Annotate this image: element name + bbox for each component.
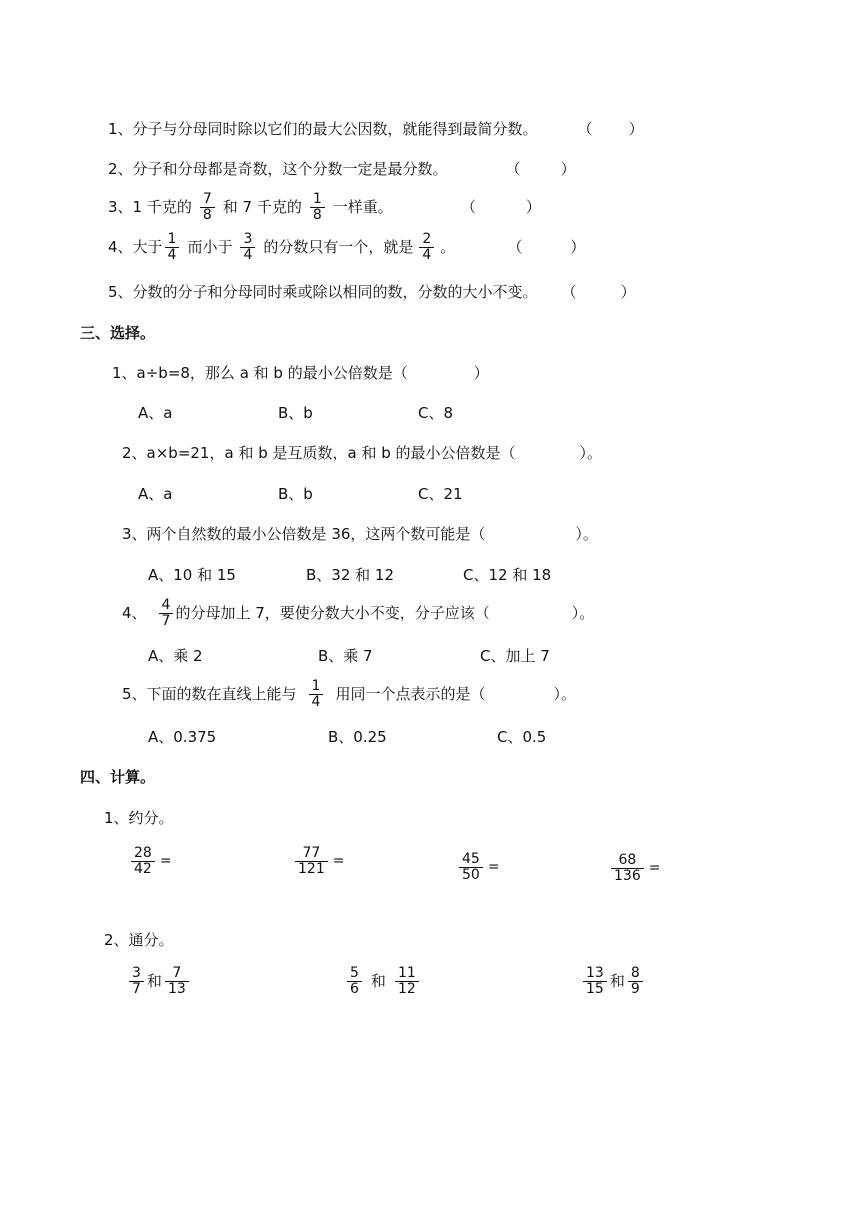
choice-q4-pre: 4、	[122, 603, 147, 622]
judge-item-5	[108, 285, 636, 300]
reduce-item-3	[456, 852, 500, 882]
fraction	[611, 853, 644, 883]
choice-q4-option-a: A、乘 2	[148, 647, 203, 665]
denominator: 4	[419, 247, 434, 263]
denominator: 9	[628, 981, 643, 997]
choice-q5-text: 用同一个点表示的是（	[335, 684, 486, 703]
judge-item-3-pre: 3、1 千克的	[108, 197, 192, 216]
numerator: 3	[132, 965, 141, 981]
judge-item-3	[108, 192, 541, 222]
section-heading-choice: 三、选择。	[80, 324, 156, 342]
choice-q2-option-b: B、b	[278, 485, 313, 503]
judge-item-1-text: 1、分子与分母同时除以它们的最大公因数，就能得到最简分数。	[108, 120, 538, 138]
judge-item-2-text: 2、分子和分母都是奇数，这个分数一定是最分数。	[108, 160, 448, 178]
judge-item-4-mid2: 的分数只有一个，就是	[263, 237, 414, 256]
fraction	[240, 232, 255, 262]
numerator: 45	[462, 851, 480, 867]
choice-q3-option-b: B、32 和 12	[306, 566, 395, 584]
fraction	[309, 679, 324, 709]
numerator: 77	[302, 845, 321, 861]
fraction	[200, 192, 215, 222]
answer-paren-open: （	[561, 283, 577, 301]
fraction	[165, 966, 189, 996]
answer-paren-open: （	[577, 120, 593, 138]
common-item-2	[344, 966, 422, 996]
choice-q1-option-c: C、8	[418, 404, 454, 422]
answer-paren-open: （	[505, 160, 521, 178]
fraction	[295, 846, 328, 876]
fraction	[159, 598, 174, 628]
choice-q4-text: 的分母加上 7，要使分数大小不变，分子应该（	[175, 603, 490, 622]
denominator: 8	[200, 207, 215, 223]
denominator: 4	[165, 247, 180, 263]
answer-paren-close: ）	[570, 237, 586, 256]
fraction	[347, 966, 362, 996]
choice-q2-option-a: A、a	[138, 485, 173, 503]
numerator: 8	[630, 965, 640, 981]
choice-q1-text: 1、a÷b=8，那么 a 和 b 的最小公倍数是（	[112, 364, 408, 382]
judge-item-4-pre: 4、大于	[108, 237, 163, 256]
numerator: 1	[311, 678, 321, 694]
fraction	[310, 192, 325, 222]
choice-q2-close: ）。	[579, 444, 603, 462]
reduce-item-4	[608, 853, 660, 883]
choice-q2-option-c: C、21	[418, 485, 463, 503]
numerator: 5	[350, 965, 359, 981]
section-heading-calc: 四、计算。	[80, 768, 156, 786]
and-word: 和	[609, 971, 625, 990]
answer-paren-open: （	[460, 197, 476, 216]
numerator: 68	[618, 852, 637, 868]
numerator: 3	[243, 231, 253, 247]
and-word: 和	[146, 971, 162, 990]
numerator: 7	[202, 191, 212, 207]
choice-q3	[122, 527, 598, 542]
numerator: 7	[172, 965, 182, 981]
denominator: 6	[347, 981, 362, 997]
choice-q5-option-a: A、0.375	[148, 728, 217, 746]
numerator: 11	[397, 965, 416, 981]
fraction	[628, 966, 643, 996]
choice-q2	[122, 446, 602, 461]
choice-q4-option-c: C、加上 7	[480, 647, 550, 665]
fraction	[419, 232, 434, 262]
denominator: 4	[309, 694, 324, 710]
choice-q1	[112, 366, 489, 381]
answer-paren-close: ）	[628, 120, 644, 138]
choice-q2-text: 2、a×b=21，a 和 b 是互质数，a 和 b 的最小公倍数是（	[122, 444, 516, 462]
reduce-label: 1、约分。	[104, 809, 174, 827]
choice-q3-close: ）。	[575, 525, 598, 543]
fraction	[459, 852, 483, 882]
numerator: 28	[134, 845, 152, 861]
fraction	[583, 966, 607, 996]
equals-sign: =	[332, 853, 345, 870]
judge-item-4	[108, 232, 585, 262]
numerator: 1	[312, 191, 322, 207]
judge-item-1	[108, 122, 644, 137]
reduce-item-1	[128, 846, 172, 876]
answer-paren-close: ）	[560, 160, 576, 178]
judge-item-5-text: 5、分数的分子和分母同时乘或除以相同的数，分数的大小不变。	[108, 283, 538, 301]
fraction	[395, 966, 419, 996]
judge-item-2	[108, 162, 576, 177]
equals-sign: =	[648, 860, 661, 877]
choice-q5-option-b: B、0.25	[328, 728, 387, 746]
denominator: 7	[129, 981, 144, 997]
denominator: 7	[159, 613, 174, 629]
choice-q1-close: ）	[473, 364, 489, 382]
common-item-1	[126, 966, 192, 996]
numerator: 13	[586, 965, 604, 981]
fraction	[131, 846, 155, 876]
choice-q5	[122, 679, 576, 709]
equals-sign: =	[159, 853, 172, 870]
denominator: 4	[240, 247, 255, 263]
numerator: 2	[422, 231, 432, 247]
choice-q4-close: ）。	[571, 603, 595, 622]
answer-paren-open: （	[507, 237, 523, 256]
common-item-3	[580, 966, 646, 996]
choice-q4-option-b: B、乘 7	[318, 647, 373, 665]
answer-paren-close: ）	[525, 197, 541, 216]
choice-q4	[122, 598, 594, 628]
fraction	[129, 966, 144, 996]
denominator: 15	[583, 981, 607, 997]
denominator: 12	[395, 981, 419, 997]
denominator: 8	[310, 207, 325, 223]
fraction	[165, 232, 180, 262]
denominator: 50	[459, 867, 483, 883]
numerator: 1	[167, 231, 177, 247]
judge-item-3-mid: 和 7 千克的	[222, 197, 302, 216]
choice-q3-option-c: C、12 和 18	[463, 566, 552, 584]
answer-paren-close: ）	[620, 283, 636, 301]
judge-item-3-post: 一样重。	[332, 197, 393, 216]
judge-item-4-post: 。	[440, 237, 456, 256]
choice-q3-text: 3、两个自然数的最小公倍数是 36，这两个数可能是（	[122, 525, 486, 543]
equals-sign: =	[487, 859, 500, 876]
common-label: 2、通分。	[104, 931, 174, 949]
choice-q5-pre: 5、下面的数在直线上能与	[122, 684, 297, 703]
choice-q5-close: ）。	[553, 684, 576, 703]
choice-q1-option-b: B、b	[278, 404, 313, 422]
numerator: 4	[161, 597, 171, 613]
choice-q1-option-a: A、a	[138, 404, 173, 422]
reduce-item-2	[292, 846, 344, 876]
denominator: 42	[131, 861, 155, 877]
choice-q3-option-a: A、10 和 15	[148, 566, 236, 584]
denominator: 121	[295, 861, 328, 877]
denominator: 13	[165, 981, 189, 997]
denominator: 136	[611, 868, 644, 884]
and-word: 和	[370, 971, 386, 990]
judge-item-4-mid: 而小于	[187, 237, 233, 256]
choice-q5-option-c: C、0.5	[497, 728, 547, 746]
